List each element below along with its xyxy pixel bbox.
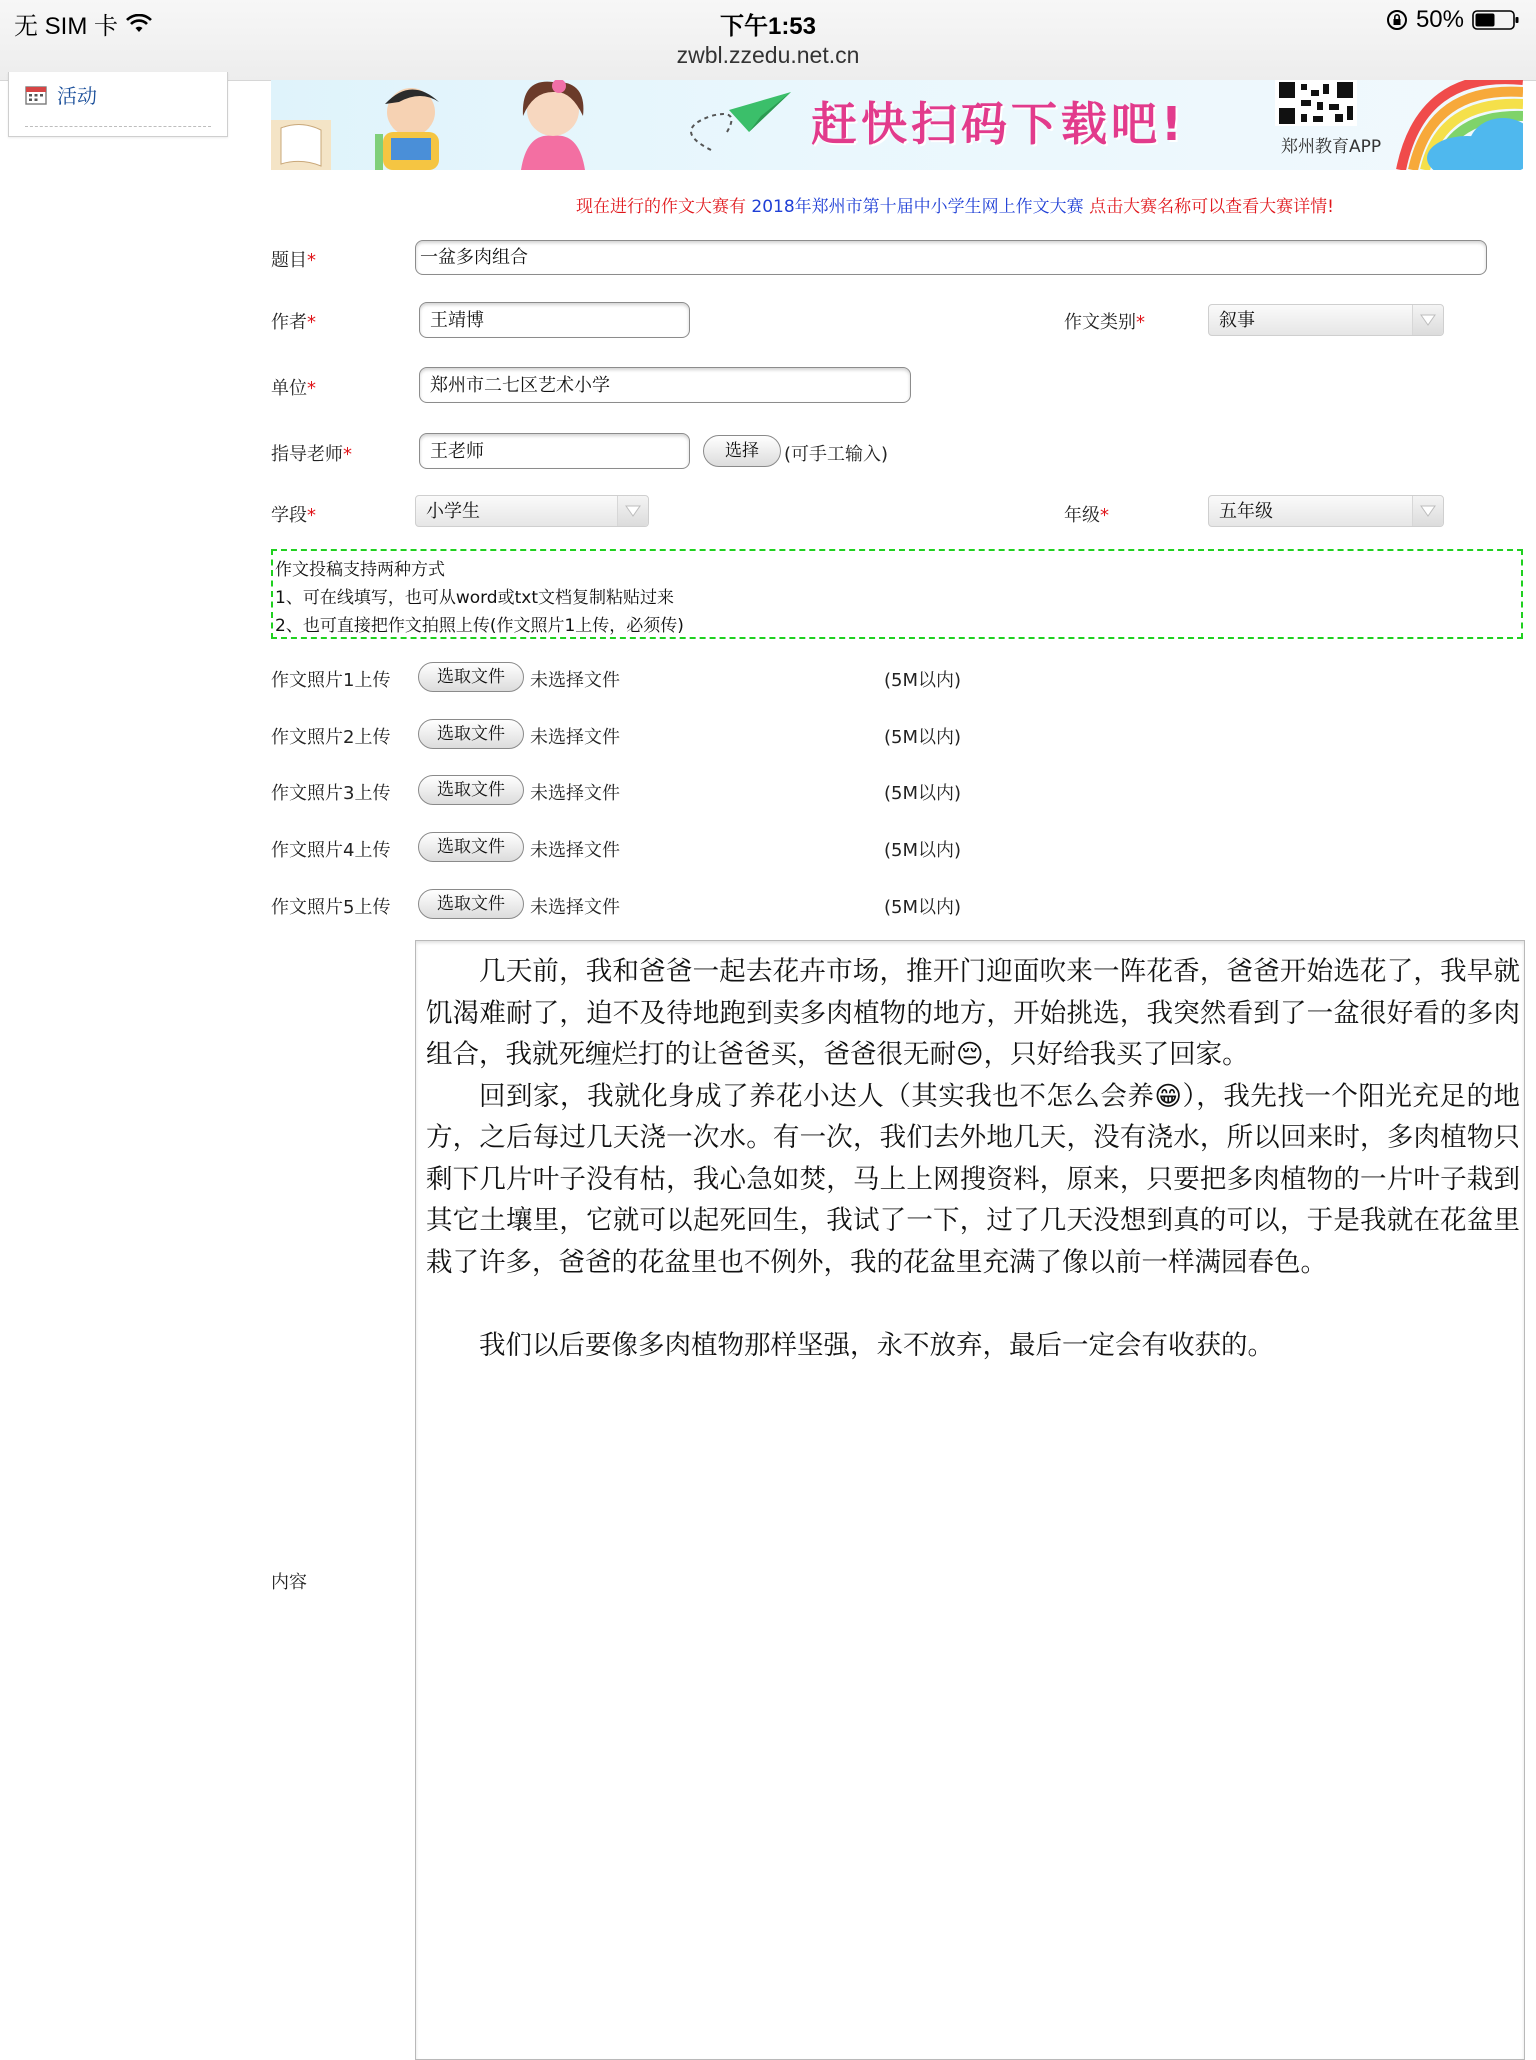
teacher-label-text: 指导老师: [271, 444, 343, 465]
stage-select-arrow: [617, 496, 648, 526]
title-input[interactable]: 一盆多肉组合: [415, 240, 1487, 275]
banner-title: 赶快扫码下载吧!: [811, 97, 1186, 151]
qr-code-label: 郑州教育APP: [1281, 137, 1382, 157]
grade-select-value: 五年级: [1219, 501, 1273, 522]
contest-link[interactable]: 2018年郑州市第十届中小学生网上作文大赛: [751, 197, 1084, 217]
upload-size-limit: (5M以内): [884, 783, 962, 804]
category-select-value: 叙事: [1219, 310, 1255, 331]
upload-label: 作文照片1上传: [271, 670, 391, 691]
select-teacher-button[interactable]: 选择: [703, 435, 781, 467]
title-label-text: 题目: [271, 250, 307, 271]
sidebar-card: [8, 72, 228, 137]
required-mark: *: [307, 312, 316, 333]
teacher-hint: (可手工输入): [784, 444, 889, 465]
status-bar: [0, 0, 1536, 81]
required-mark: *: [1136, 312, 1145, 333]
contest-notice: [576, 192, 1334, 217]
choose-file-button[interactable]: 选取文件: [418, 889, 524, 919]
choose-file-button[interactable]: 选取文件: [418, 832, 524, 862]
required-mark: *: [307, 378, 316, 399]
address-bar-url[interactable]: zwbl.zzedu.net.cn: [676, 42, 860, 68]
required-mark: *: [1100, 505, 1109, 526]
battery-percent: 50%: [1415, 6, 1464, 33]
upload-label: 作文照片2上传: [271, 727, 391, 748]
app-download-banner[interactable]: [271, 80, 1523, 170]
category-label: [1064, 308, 1145, 334]
content-textarea[interactable]: [415, 940, 1525, 2060]
stage-select[interactable]: [415, 495, 649, 527]
chevron-down-icon: [1420, 313, 1436, 327]
status-right: [1386, 6, 1520, 34]
unit-label-text: 单位: [271, 378, 307, 399]
chevron-down-icon: [1420, 504, 1436, 518]
grade-label-text: 年级: [1064, 505, 1100, 526]
upload-status: 未选择文件: [530, 897, 620, 918]
content-paragraph: 几天前，我和爸爸一起去花卉市场，推开门迎面吹来一阵花香，爸爸开始选花了，我早就饥渴难耐了，迫不及待地跑到卖多肉植物的地方，开始挑选，我突然看到了一盆很好看的多肉组合，我就死缠烂打的让爸爸买，爸爸很无耐😔，只好给我买了回家。: [426, 956, 1520, 1070]
content-label: 内容: [271, 1572, 307, 1593]
category-select-arrow: [1412, 305, 1443, 335]
info-line: 2、也可直接把作文拍照上传(作文照片1上传，必须传): [275, 616, 684, 636]
required-mark: *: [307, 505, 316, 526]
upload-size-limit: (5M以内): [884, 897, 962, 918]
upload-status: 未选择文件: [530, 840, 620, 861]
author-label: [271, 308, 316, 334]
content-paragraph: 回到家，我就化身成了养花小达人（其实我也不怎么会养😁），我先找一个阳光充足的地方，之后每过几天浇一次水。有一次，我们去外地几天，没有浇水，所以回来时，多肉植物只剩下几片叶子没有枯，我心急如焚，马上上网搜资料，原来，只要把多肉植物的一片叶子栽到其它土壤里，它就可以起死回生，我试了一下，过了几天没想到真的可以，于是我就在花盆里栽了许多，爸爸的花盆里也不例外，我的花盆里充满了像以前一样满园春色。: [426, 1080, 1520, 1278]
clock: 下午1:53: [719, 13, 817, 40]
unit-label: [271, 374, 316, 400]
content-paragraph: 我们以后要像多肉植物那样坚强，永不放弃，最后一定会有收获的。: [479, 1329, 1274, 1361]
battery-icon: [1472, 9, 1520, 31]
upload-label: 作文照片5上传: [271, 897, 391, 918]
grade-select[interactable]: [1208, 495, 1444, 527]
choose-file-button[interactable]: 选取文件: [418, 719, 524, 749]
info-line: 1、可在线填写，也可从word或txt文档复制粘贴过来: [275, 588, 674, 608]
teacher-label: [271, 440, 352, 466]
notice-prefix: 现在进行的作文大赛有: [576, 197, 746, 217]
stage-label-text: 学段: [271, 505, 307, 526]
upload-status: 未选择文件: [530, 670, 620, 691]
info-line: 作文投稿支持两种方式: [275, 560, 445, 580]
author-label-text: 作者: [271, 312, 307, 333]
author-input[interactable]: 王靖博: [419, 302, 690, 338]
upload-status: 未选择文件: [530, 783, 620, 804]
upload-status: 未选择文件: [530, 727, 620, 748]
choose-file-button[interactable]: 选取文件: [418, 662, 524, 692]
category-select[interactable]: [1208, 304, 1444, 336]
sidebar-item-activity[interactable]: [25, 80, 97, 109]
upload-size-limit: (5M以内): [884, 840, 962, 861]
title-label: [271, 246, 316, 272]
sidebar-divider: [25, 126, 211, 127]
upload-size-limit: (5M以内): [884, 670, 962, 691]
teacher-input[interactable]: 王老师: [419, 433, 690, 469]
chevron-down-icon: [625, 504, 641, 518]
upload-size-limit: (5M以内): [884, 727, 962, 748]
calendar-icon: [25, 85, 47, 105]
required-mark: *: [307, 250, 316, 271]
stage-select-value: 小学生: [426, 501, 480, 522]
grade-select-arrow: [1412, 496, 1443, 526]
unit-input[interactable]: 郑州市二七区艺术小学: [419, 367, 911, 403]
rotation-lock-icon: [1386, 9, 1408, 31]
upload-label: 作文照片4上传: [271, 840, 391, 861]
notice-suffix: 点击大赛名称可以查看大赛详情!: [1089, 197, 1334, 217]
stage-label: [271, 501, 316, 527]
grade-label: [1064, 501, 1109, 527]
required-mark: *: [343, 444, 352, 465]
carrier-label: 无 SIM 卡: [14, 13, 119, 40]
upload-label: 作文照片3上传: [271, 783, 391, 804]
sidebar-item-label: 活动: [57, 84, 97, 108]
category-label-text: 作文类别: [1064, 312, 1136, 333]
choose-file-button[interactable]: 选取文件: [418, 775, 524, 805]
submission-info-box: [271, 549, 1523, 639]
